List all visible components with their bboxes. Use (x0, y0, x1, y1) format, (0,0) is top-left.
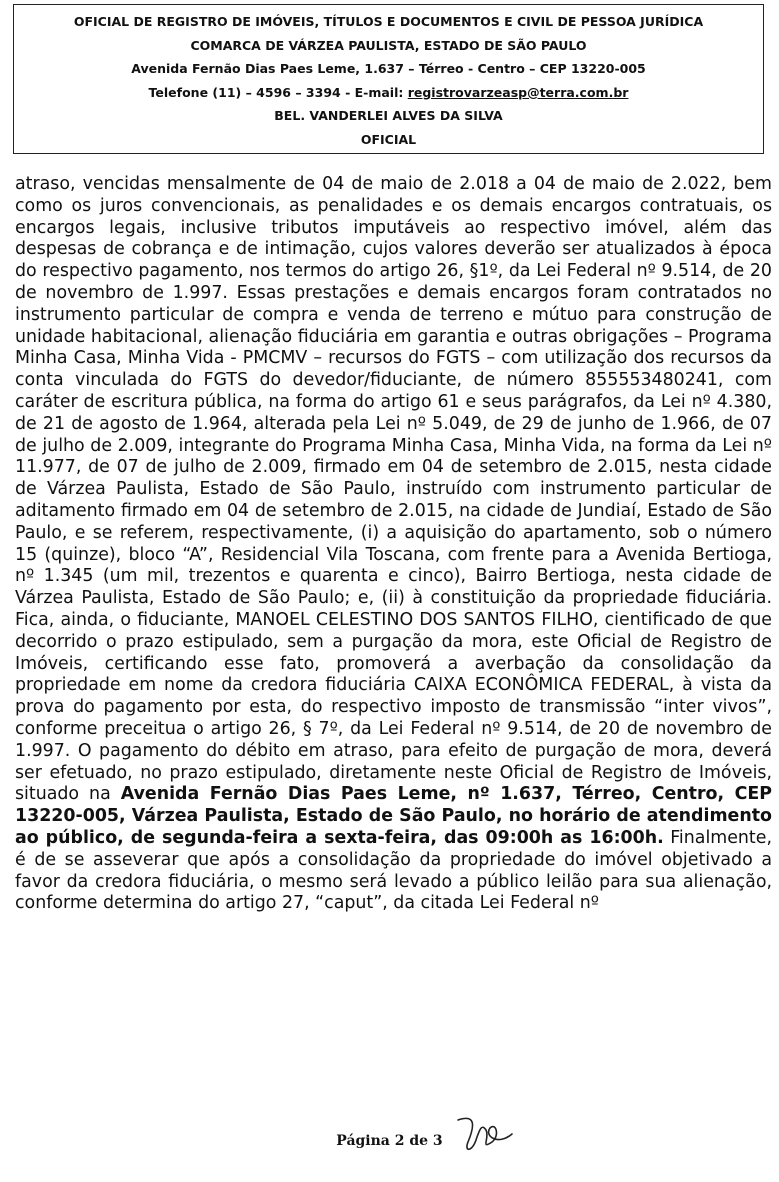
letterhead-office-name: OFICIAL DE REGISTRO DE IMÓVEIS, TÍTULOS E DOCUMENTOS E CIVIL DE PESSOA JURÍDICA (73, 14, 704, 29)
handwritten-signature-icon (452, 1112, 522, 1158)
document-body (15, 174, 772, 915)
body-paragraph-end: Finalmente, é de se asseverar que após a consolidação da propriedade do imóvel objetivado a favor da credora fiduciária, o mesmo será levado a público leilão para sua alienação, conforme determina do artigo 27, “caput”, da citada Lei Federal nº (15, 827, 772, 914)
letterhead-address: Avenida Fernão Dias Paes Leme, 1.637 – Térreo - Centro – CEP 13220-005 (131, 61, 646, 77)
body-paragraph-start: atraso, vencidas mensalmente de 04 de maio de 2.018 a 04 de maio de 2.022, bem como os juros convencionais, as penalidades e os demais encargos contratuais, os encargos legais, inclusive tributos imputáveis ao respectivo imóvel, além das despesas de cobrança e de intimação, cujos valores deverão ser atualizados à época do respectivo pagamento, nos termos do artigo 26, §1º, da Lei Federal nº 9.514, de 20 de novembro de 1.997. Essas prestações e demais encargos foram contratados no instrumento particular de compra e venda de terreno e mútuo para construção de unidade habitacional, alienação fiduciária em garantia e outras obrigações – Programa Minha Casa, Minha Vida - PMCMV – recursos do FGTS – com utilização dos recursos da conta vinculada do FGTS do devedor/fiduciante, de número 855553480241, com caráter de escritura pública, na forma do artigo 61 e seus parágrafos, da Lei nº 4.380, de 21 de agosto de 1.964, alterada pela Lei nº 5.049, de 29 de junho de 1.966, de 07 de julho de 2.009, integrante do Programa Minha Casa, Minha Vida, na forma da Lei nº 11.977, de 07 de julho de 2.009, firmado em 04 de setembro de 2.015, nesta cidade de Várzea Paulista, Estado de São Paulo, instruído com instrumento particular de aditamento firmado em 04 de setembro de 2.015, na cidade de Jundiaí, Estado de São Paulo, e se referem, respectivamente, (i) a aquisição do apartamento, sob o número 15 (quinze), bloco “A”, Residencial Vila Toscana, com frente para a Avenida Bertioga, nº 1.345 (um mil, trezentos e quarenta e cinco), Bairro Bertioga, nesta cidade de Várzea Paulista, Estado de São Paulo; e, (ii) à constituição da propriedade fiduciária. Fica, ainda, o fiduciante, MANOEL CELESTINO DOS SANTOS FILHO, cientificado de que decorrido o prazo estipulado, sem a purgação da mora, este Oficial de Registro de Imóveis, certificando esse fato, promoverá a averbação da consolidação da propriedade em nome da credora fiduciária CAIXA ECONÔMICA FEDERAL, à vista da prova do pagamento por esta, do respectivo imposto de transmissão “inter vivos”, conforme preceitua o artigo 26, § 7º, da Lei Federal nº 9.514, de 20 de novembro de 1.997. O pagamento do débito em atraso, para efeito de purgação de mora, deverá ser efetuado, no prazo estipulado, diretamente neste Oficial de Registro de Imóveis, situado na (15, 174, 772, 805)
letterhead-district: COMARCA DE VÁRZEA PAULISTA, ESTADO DE SÃO PAULO (190, 37, 587, 53)
letterhead-box (13, 4, 764, 154)
letterhead-contact (14, 81, 763, 105)
letterhead-email-link[interactable]: registrovarzeasp@terra.com.br (407, 84, 629, 100)
letterhead-officer-title: OFICIAL (360, 131, 417, 147)
letterhead-phone: Telefone (11) – 4596 – 3394 - E-mail: (148, 84, 408, 100)
page-number: Página 2 de 3 (336, 1133, 443, 1149)
body-bold-address: Avenida Fernão Dias Paes Leme, nº 1.637, Térreo, Centro, CEP 13220-005, Várzea Paulista, Estado de São Paulo, no horário de atendimento ao público, de segunda-feira a sexta-feira, das 09:00h as 16:00h. (15, 784, 772, 848)
letterhead-officer-name: BEL. VANDERLEI ALVES DA SILVA (274, 108, 503, 124)
